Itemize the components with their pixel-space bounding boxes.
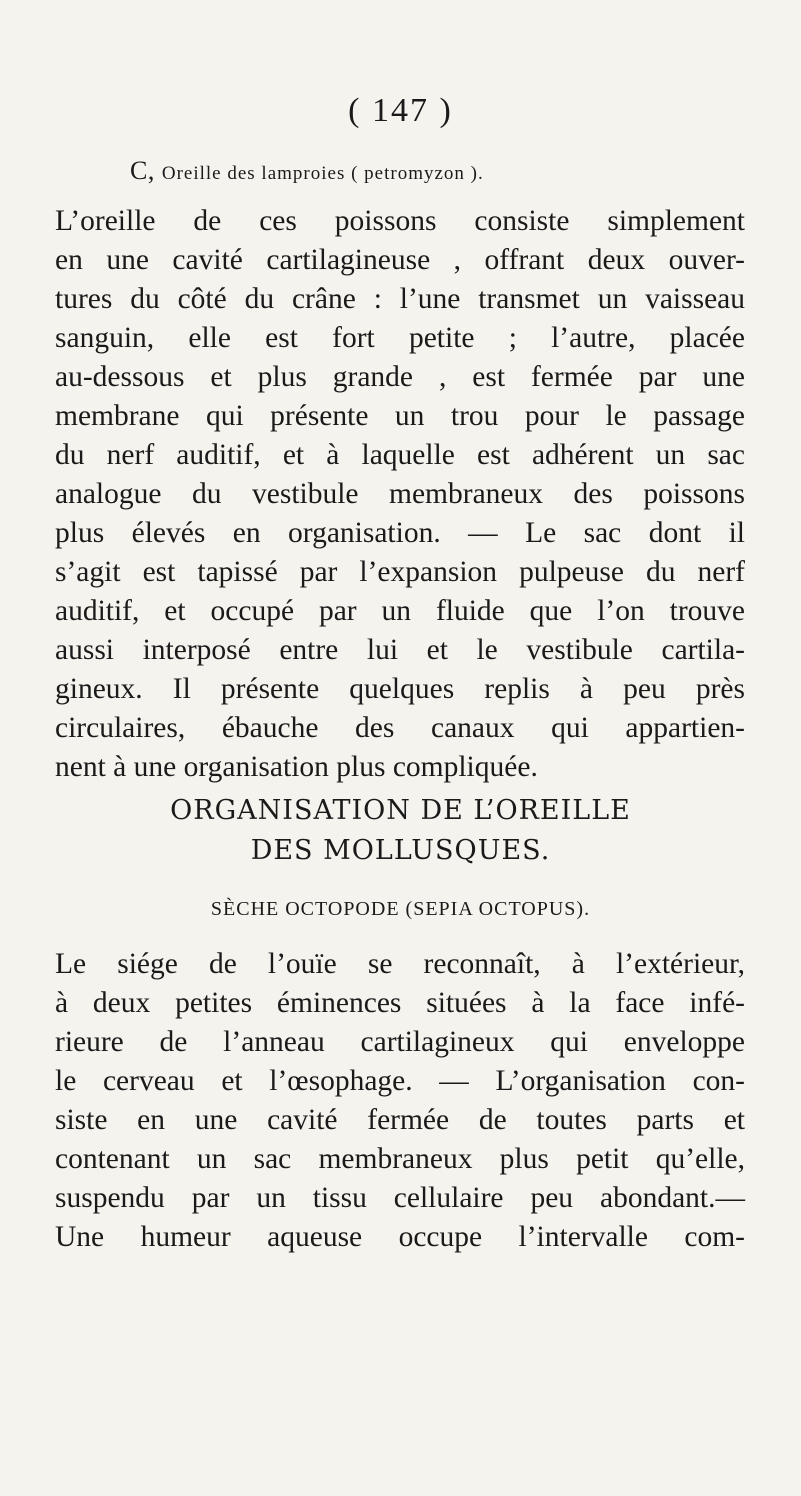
text-line: en une cavité cartilagineuse , offrant deux ouver- xyxy=(55,244,745,276)
text-line: du nerf auditif, et à laquelle est adhérent un sac xyxy=(55,439,745,471)
section-c-title: Oreille des lamproies ( petromyzon ). xyxy=(161,163,484,184)
text-line: Le siége de l’ouïe se reconnaît, à l’extérieur, xyxy=(55,948,745,980)
text-line: circulaires, ébauche des canaux qui appartien- xyxy=(55,712,745,744)
text-line: Une humeur aqueuse occupe l’intervalle com- xyxy=(55,1221,745,1253)
text-line: contenant un sac membraneux plus petit qu’elle, xyxy=(55,1143,745,1175)
section-c-letter: C, xyxy=(130,156,155,185)
text-line: L’oreille de ces poissons consiste simplement xyxy=(55,205,745,237)
section-heading-line2: DES MOLLUSQUES. xyxy=(250,835,551,866)
text-line: siste en une cavité fermée de toutes parts et xyxy=(55,1104,745,1136)
text-line: aussi interposé entre lui et le vestibule cartila- xyxy=(55,634,745,666)
section-heading-line1: ORGANISATION DE L’OREILLE xyxy=(170,795,631,826)
text-line: sanguin, elle est fort petite ; l’autre, placée xyxy=(55,322,745,354)
text-line: à deux petites éminences situées à la face infé- xyxy=(55,987,745,1019)
text-line: analogue du vestibule membraneux des poissons xyxy=(55,478,745,510)
text-line: le cerveau et l’œsophage. — L’organisation con- xyxy=(55,1065,745,1097)
text-line: plus élevés en organisation. — Le sac dont il xyxy=(55,517,745,549)
text-line: rieure de l’anneau cartilagineux qui enveloppe xyxy=(55,1026,745,1058)
text-line: nent à une organisation plus compliquée. xyxy=(55,751,538,783)
text-line: tures du côté du crâne : l’une transmet un vaisseau xyxy=(55,283,745,315)
text-line: au-dessous et plus grande , est fermée par une xyxy=(55,361,745,393)
text-line: membrane qui présente un trou pour le passage xyxy=(55,400,745,432)
text-line: s’agit est tapissé par l’expansion pulpeuse du nerf xyxy=(55,556,745,588)
section-subheading: SÈCHE OCTOPODE (SEPIA OCTOPUS). xyxy=(210,898,591,920)
text-line: suspendu par un tissu cellulaire peu abondant.— xyxy=(55,1182,745,1214)
text-line: gineux. Il présente quelques replis à peu près xyxy=(55,673,745,705)
page-number: ( 147 ) xyxy=(348,92,453,129)
text-line: auditif, et occupé par un fluide que l’on trouve xyxy=(55,595,745,627)
